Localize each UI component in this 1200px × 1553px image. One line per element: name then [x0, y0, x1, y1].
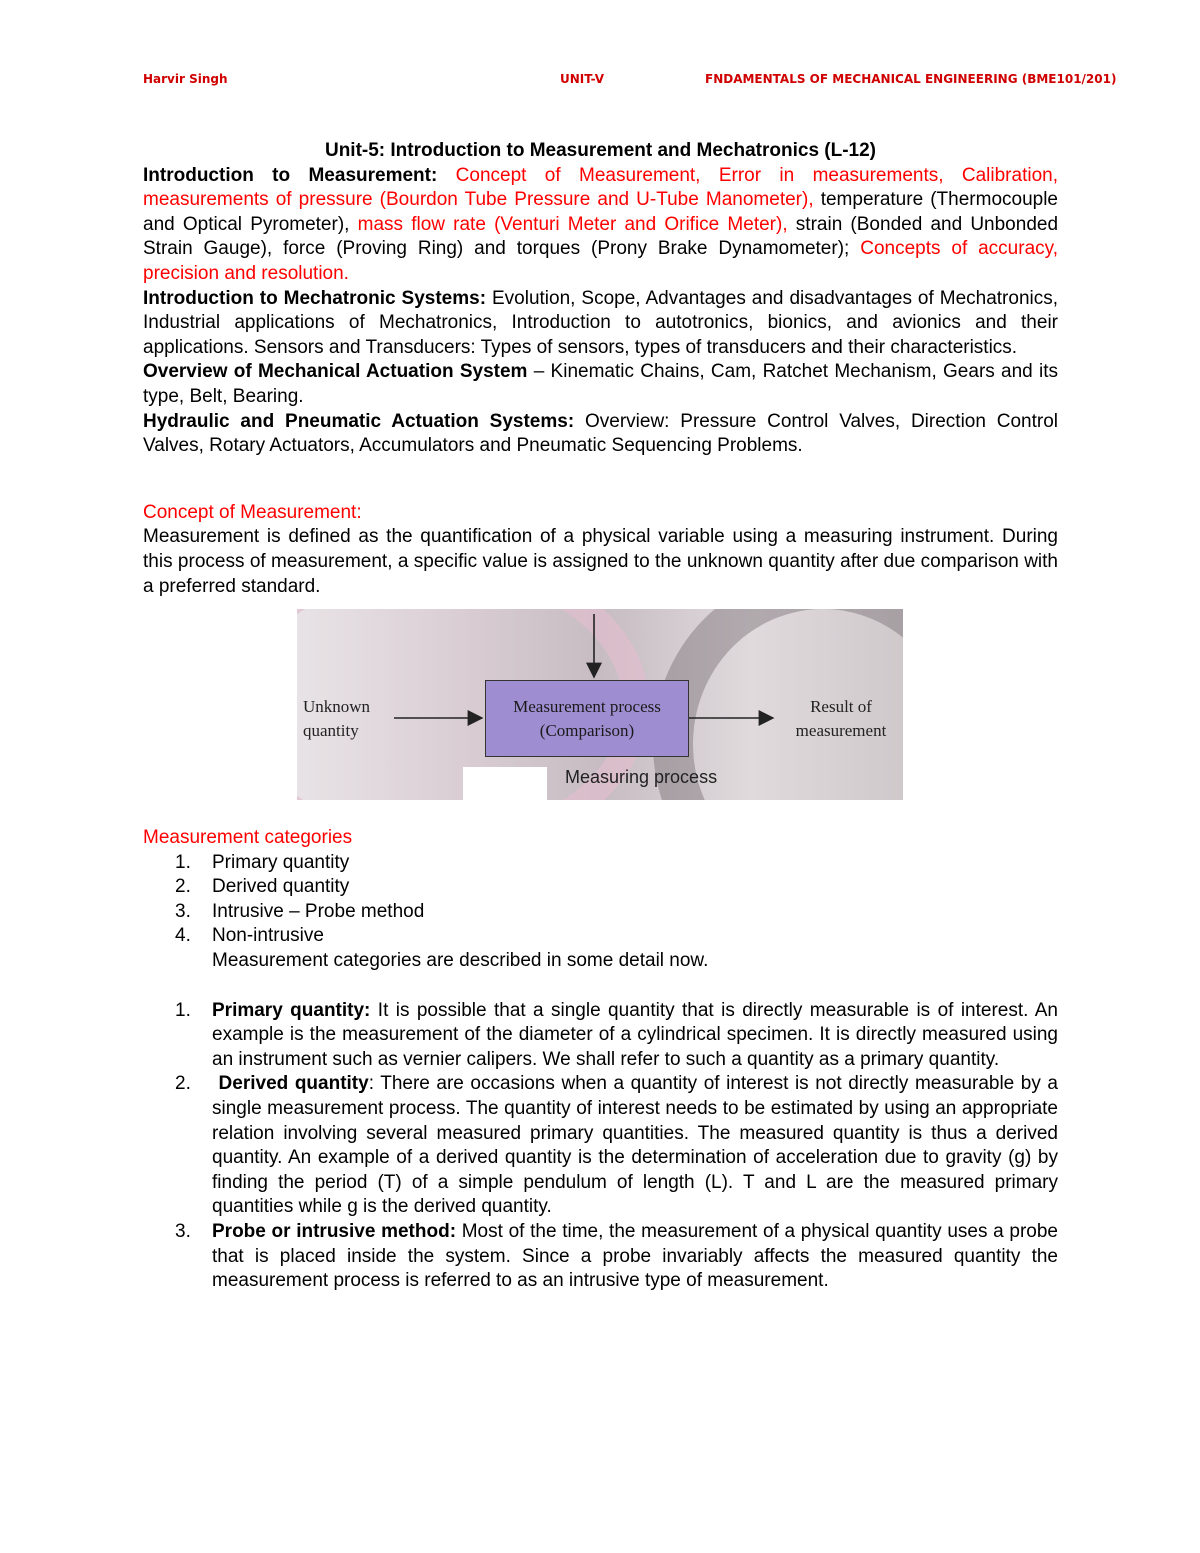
detail-number: 3. [175, 1221, 191, 1242]
syllabus-mechatronics-label: Introduction to Mechatronic Systems: [143, 287, 487, 309]
detail-number: 2. [175, 1073, 191, 1095]
syllabus-mechatronics [143, 287, 1058, 361]
list-item-text: Primary quantity [212, 851, 350, 873]
list-item-text: Non-intrusive [212, 925, 324, 947]
detail-text: It is possible that a single quantity that is directly measurable is of interest. An example is the measurement of the diameter of a cylindrical specimen. It is directly measured using an instrument such as vernier calipers. We shall refer to such a quantity as a primary quantity. [212, 999, 1058, 1070]
syllabus-measurement-text-1: temperature (Thermocouple and Optical Pyrometer), [143, 189, 1059, 235]
list-item-number: 3. [175, 900, 191, 922]
page-title: Unit-5: Introduction to Measurement and Mechatronics (L-12) [324, 140, 877, 161]
figure-input-line-2: quantity [303, 721, 359, 741]
syllabus-measurement-red-1: Concept of Measurement, Error in measurements, Calibration, measurements of pressure (Bourdon Tube Pressure and U-Tube Manometer), [143, 164, 1058, 211]
list-item-number: 1. [175, 851, 191, 873]
header-author: Harvir Singh [143, 72, 228, 86]
header-course: FNDAMENTALS OF MECHANICAL ENGINEERING (BME101/201) [705, 72, 1117, 86]
figure-input-line-1: Unknown [303, 697, 371, 717]
list-item [143, 875, 1058, 900]
list-item-number: 2. [175, 876, 191, 898]
header-unit: UNIT-V [560, 72, 605, 86]
syllabus-mechanical-actuation [143, 360, 1058, 409]
figure-caption: Measuring process [565, 767, 718, 788]
measuring-process-figure [297, 609, 903, 800]
detail-label: Probe or intrusive method: [212, 1221, 457, 1242]
box-line-2: (Comparison) [539, 721, 635, 741]
categories-heading: Measurement categories [143, 827, 353, 849]
syllabus-measurement [143, 164, 1058, 287]
figure-input-label [303, 695, 370, 743]
list-item-text: Derived quantity [212, 876, 350, 898]
syllabus-mechanical-actuation-text: – Kinematic Chains, Cam, Ratchet Mechanism, Gears and its type, Belt, Bearing. [143, 361, 1058, 407]
category-details-list [143, 999, 1058, 1294]
figure-output-label [785, 695, 897, 743]
detail-text: Most of the time, the measurement of a physical quantity uses a probe that is placed inside the system. Since a probe invariably affects the measured quantity the measurement process is referred to as an intrusive type of measurement. [212, 1221, 1058, 1292]
categories-list [143, 851, 1058, 949]
detail-text: : There are occasions when a quantity of interest is not directly measurable by a single measurement process. The quantity of interest needs to be estimated by using an appropriate relation involving several measured primary quantities. The measured quantity is thus a derived quantity. An example of a derived quantity is the determination of acceleration due to gravity (g) by finding the period (T) of a simple pendulum of length (L). T and L are the measured primary quantities while g is the derived quantity. [212, 1073, 1058, 1218]
detail-number: 1. [175, 999, 191, 1021]
syllabus-mechanical-actuation-label: Overview of Mechanical Actuation System [143, 361, 528, 383]
syllabus-hydraulic-pneumatic-text: Overview: Pressure Control Valves, Direction Control Valves, Rotary Actuators, Accumulators and Pneumatic Sequencing Problems. [143, 410, 1058, 457]
list-item [143, 924, 1058, 949]
concept-text: Measurement is defined as the quantification of a physical variable using a measuring instrument. During this process of measurement, a specific value is assigned to the unknown quantity after due comparison with a preferred standard. [143, 526, 1058, 597]
detail-label: Derived quantity [212, 1073, 369, 1095]
detail-item-intrusive [143, 1220, 1058, 1294]
detail-item-primary [143, 999, 1058, 1073]
list-item [143, 900, 1058, 925]
categories-note: Measurement categories are described in some detail now. [212, 950, 709, 972]
syllabus-hydraulic-pneumatic-label: Hydraulic and Pneumatic Actuation Systems: [143, 410, 575, 432]
syllabus-hydraulic-pneumatic [143, 410, 1058, 459]
syllabus-measurement-red-3: Concepts of accuracy, precision and resolution. [143, 238, 1059, 284]
box-line-1: Measurement process [513, 697, 661, 717]
concept-heading: Concept of Measurement: [143, 501, 362, 523]
list-item [143, 851, 1058, 876]
measurement-process-box [485, 680, 689, 757]
figure-output-line-1: Result of [810, 697, 872, 717]
syllabus-measurement-text-2: strain (Bonded and Unbonded Strain Gauge), force (Proving Ring) and torques (Prony Brake Dynamometer); [143, 213, 1059, 260]
list-item-number: 4. [175, 925, 191, 947]
syllabus-mechatronics-text: Evolution, Scope, Advantages and disadvantages of Mechatronics, Industrial applications of Mechatronics, Introduction to autotronics, bionics, and avionics and their applications. Sensors and Transducers: Types of sensors, types of transducers and their characteristics. [143, 287, 1059, 358]
syllabus-measurement-red-2: mass flow rate (Venturi Meter and Orifice Meter), [357, 213, 788, 235]
syllabus-measurement-label: Introduction to Measurement: [143, 164, 438, 186]
figure-white-patch [463, 767, 547, 800]
detail-label: Primary quantity: [212, 999, 371, 1021]
figure-output-line-2: measurement [795, 721, 887, 741]
document-body [143, 139, 1058, 1294]
list-item-text: Intrusive – Probe method [212, 900, 425, 922]
detail-item-derived [143, 1072, 1058, 1220]
